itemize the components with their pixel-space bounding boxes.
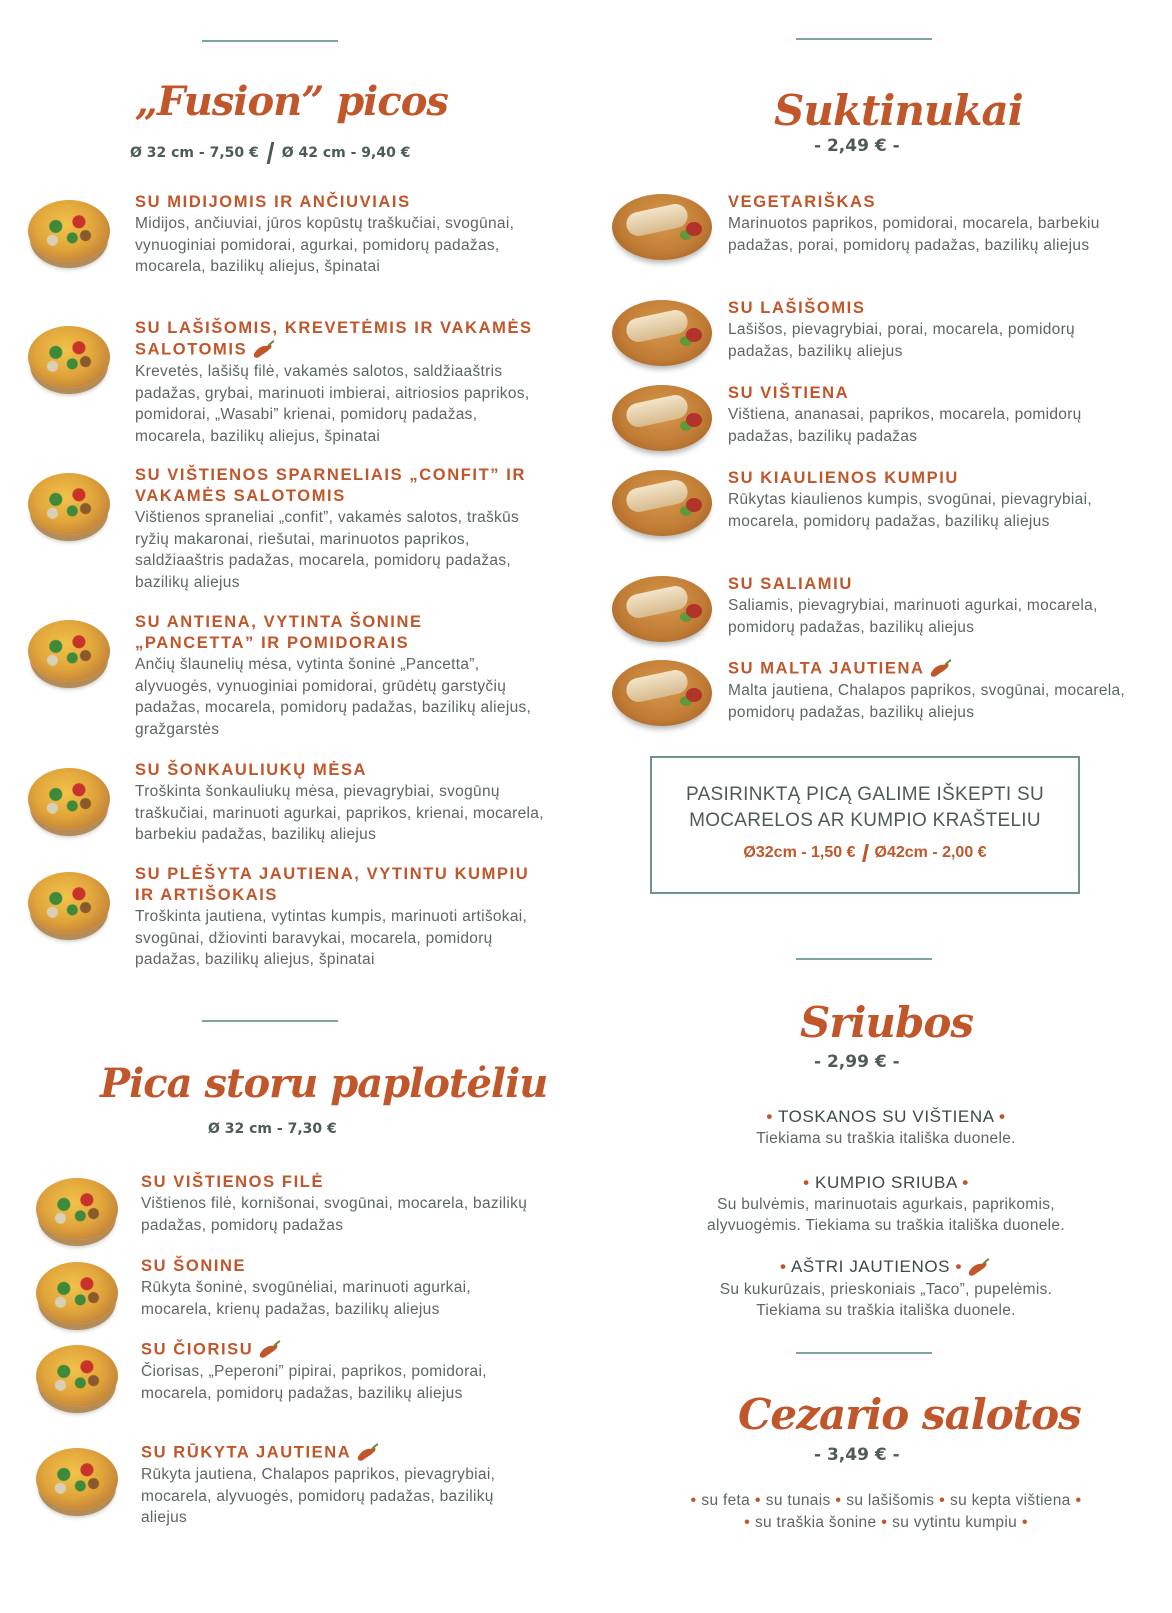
menu-item: [135, 318, 545, 447]
wraps-price: - 2,49 € -: [814, 136, 900, 156]
pizza-photo: [36, 1448, 118, 1510]
item-title: SU VIŠTIENA: [728, 384, 850, 402]
item-description: Rūkyta jautiena, Chalapos paprikos, pievagrybiai, mocarela, alyvuogės, pomidorų padažas, bazilikų aliejus: [141, 1466, 496, 1526]
menu-item: [728, 574, 1128, 638]
item-description: Malta jautiena, Chalapos paprikos, svogūnai, mocarela, pomidorų padažas, bazilikų aliejus: [728, 682, 1126, 721]
pizza-photo: [28, 620, 110, 682]
item-description: Vištienos spraneliai „confit”, vakamės salotos, traškūs ryžių makaronai, riešutai, marinuotos paprikos, saldžiaaštris padažas, mocarela, pomidorų padažas, bazilikų aliejus: [135, 509, 520, 591]
soup-item: [600, 1106, 1172, 1149]
wrap-photo: [612, 576, 712, 642]
salad-option: su vytintu kumpiu: [892, 1514, 1017, 1531]
menu-item: [135, 864, 545, 971]
chili-pepper-icon: [251, 339, 277, 361]
divider-rule: [202, 1020, 338, 1022]
pizza-photo: [28, 872, 110, 934]
salad-option: su feta: [701, 1492, 751, 1509]
item-title: VEGETARIŠKAS: [728, 193, 877, 211]
chili-pepper-icon: [257, 1339, 283, 1361]
fusion-size-42: Ø 42 cm - 9,40 €: [281, 145, 411, 161]
salad-option: su tunais: [765, 1492, 831, 1509]
item-description: Ančių šlaunelių mėsa, vytinta šoninė „Pancetta”, alyvuogės, vynuoginiai pomidorai, grūdėtų garstyčių padažas, mocarela, pomidorų padažas, bazilikų aliejus, gražgarstės: [135, 656, 532, 738]
menu-item: [135, 465, 545, 593]
salad-options: [600, 1490, 1172, 1534]
wrap-photo: [612, 470, 712, 536]
menu-item: [728, 468, 1128, 532]
soup-name: • TOSKANOS SU VIŠTIENA •: [766, 1107, 1006, 1126]
soup-info: Su kukurūzais, prieskoniais „Taco”, pupelėmis.: [719, 1280, 1053, 1298]
fusion-size-32: Ø 32 cm - 7,50 €: [130, 145, 259, 161]
item-title: SU ŠONINE: [141, 1257, 247, 1275]
soups-price: - 2,99 € -: [814, 1052, 900, 1072]
item-title: SU ANTIENA, VYTINTA ŠONINE „PANCETTA” IR POMIDORAIS: [135, 613, 423, 652]
salad-options-line-1: • su feta • su tunais • su lašišomis • su kepta vištiena •: [690, 1492, 1082, 1509]
salad-option: su lašišomis: [846, 1492, 935, 1509]
divider-rule: [796, 1352, 932, 1354]
salads-title: Cezario salotos: [738, 1390, 1081, 1439]
chili-pepper-icon: [966, 1257, 992, 1279]
soups-title: Sriubos: [800, 998, 973, 1047]
pizza-photo: [28, 326, 110, 388]
item-description: Vištienos filė, kornišonai, svogūnai, mocarela, bazilikų padažas, pomidorų padažas: [141, 1195, 528, 1234]
pizza-photo: [36, 1262, 118, 1324]
item-title: SU VIŠTIENOS FILĖ: [141, 1173, 325, 1191]
menu-item: [141, 1339, 541, 1404]
divider-rule: [796, 958, 932, 960]
item-title: SU RŪKYTA JAUTIENA: [141, 1442, 541, 1464]
wraps-title: Suktinukai: [774, 86, 1023, 135]
crust-option-prices: [652, 844, 1078, 862]
soup-item: [600, 1172, 1172, 1236]
item-description: Marinuotos paprikos, pomidorai, mocarela, barbekiu padažas, porai, pomidorų padažas, bazilikų aliejus: [728, 215, 1100, 254]
menu-item: [141, 1442, 541, 1529]
thick-crust-title: Pica storu paplotėliu: [100, 1060, 548, 1107]
item-description: Troškinta jautiena, vytintas kumpis, marinuoti artišokai, svogūnai, džiovinti baravykai, mocarela, pomidorų padažas, bazilikų aliejus, špinatai: [135, 908, 528, 968]
item-title: SU VIŠTIENOS SPARNELIAIS „CONFIT” IR VAKAMĖS SALOTOMIS: [135, 466, 526, 505]
item-title: SU KIAULIENOS KUMPIU: [728, 469, 959, 487]
soup-name: • KUMPIO SRIUBA •: [803, 1173, 969, 1192]
divider-rule: [796, 38, 932, 40]
soup-info: Tiekiama su traškia itališka duonele.: [756, 1130, 1016, 1147]
item-description: Vištiena, ananasai, paprikos, mocarela, pomidorų padažas, bazilikų padažas: [728, 406, 1082, 445]
crust-price-32: Ø32cm - 1,50 €: [743, 844, 856, 862]
item-title: SU LAŠIŠOMIS: [728, 299, 866, 317]
salads-price: - 3,49 € -: [814, 1445, 900, 1465]
wrap-photo: [612, 300, 712, 366]
wrap-photo: [612, 660, 712, 726]
salad-option: su kepta vištiena: [950, 1492, 1071, 1509]
item-title: SU PLĖŠYTA JAUTIENA, VYTINTU KUMPIU IR ARTIŠOKAIS: [135, 865, 530, 904]
crust-option-line-2: MOCARELOS AR KUMPIO KRAŠTELIU: [689, 810, 1041, 831]
thick-crust-size: Ø 32 cm - 7,30 €: [208, 1121, 337, 1137]
pizza-photo: [36, 1178, 118, 1240]
item-title: SU ČIORISU: [141, 1339, 541, 1361]
item-description: Midijos, ančiuviai, jūros kopūstų traškučiai, svogūnai, vynuoginiai pomidorai, agurkai, pomidorų padažas, mocarela, bazilikų aliejus, špinatai: [135, 215, 515, 275]
menu-item: [135, 612, 545, 740]
item-title: SU SALIAMIU: [728, 575, 853, 593]
soup-item: [600, 1256, 1172, 1321]
item-description: Čiorisas, „Peperoni” pipirai, paprikos, pomidorai, mocarela, pomidorų padažas, bazilikų aliejus: [141, 1363, 487, 1402]
crust-price-42: Ø42cm - 2,00 €: [874, 844, 987, 862]
salad-options-line-2: • su traškia šonine • su vytintu kumpiu •: [744, 1514, 1028, 1531]
fusion-sizes: [130, 142, 410, 164]
item-description: Lašišos, pievagrybiai, porai, mocarela, pomidorų padažas, bazilikų aliejus: [728, 321, 1075, 360]
menu-item: [728, 298, 1128, 362]
divider-rule: [202, 40, 338, 42]
menu-item: [728, 658, 1128, 723]
menu-item: [141, 1172, 541, 1236]
item-title: SU LAŠIŠOMIS, KREVETĖMIS IR VAKAMĖS SALOTOMIS: [135, 318, 545, 361]
salad-option: su traškia šonine: [754, 1514, 877, 1531]
soup-info: alyvuogėmis. Tiekiama su traškia itališka duonele.: [707, 1217, 1065, 1234]
item-title: SU ŠONKAULIUKŲ MĖSA: [135, 761, 368, 779]
menu-item: [141, 1256, 541, 1320]
item-description: Troškinta šonkauliukų mėsa, pievagrybiai, svogūnų traškučiai, marinuoti agurkai, paprikos, krienai, mocarela, barbekiu padažas, bazilikų aliejus: [135, 783, 544, 843]
soup-info: Tiekiama su traškia itališka duonele.: [756, 1301, 1016, 1319]
item-title: SU MALTA JAUTIENA: [728, 658, 1128, 680]
item-description: Krevetės, lašišų filė, vakamės salotos, saldžiaaštris padažas, grybai, marinuoti imbierai, aitriosios paprikos, pomidorai, „Wasabi” krienai, pomidorų padažas, mocarela, bazilikų aliejus, špinatai: [135, 363, 530, 445]
pizza-photo: [28, 473, 110, 535]
fusion-title: „Fusion” picos: [135, 78, 448, 125]
item-description: Rūkyta šoninė, svogūnėliai, marinuoti agurkai, mocarela, krienų padažas, bazilikų aliejus: [141, 1279, 471, 1318]
chili-pepper-icon: [928, 658, 954, 680]
item-description: Saliamis, pievagrybiai, marinuoti agurkai, mocarela, pomidorų padažas, bazilikų aliejus: [728, 597, 1098, 636]
item-title: SU MIDIJOMIS IR ANČIUVIAIS: [135, 193, 411, 211]
menu-item: [135, 760, 545, 846]
soup-info: Su bulvėmis, marinuotais agurkais, paprikomis,: [717, 1196, 1055, 1213]
menu-item: [728, 192, 1128, 256]
pizza-photo: [36, 1345, 118, 1407]
crust-option-box: [650, 756, 1080, 894]
wrap-photo: [612, 194, 712, 260]
chili-pepper-icon: [355, 1442, 381, 1464]
crust-option-line-1: PASIRINKTĄ PICĄ GALIME IŠKEPTI SU: [686, 784, 1044, 805]
item-description: Rūkytas kiaulienos kumpis, svogūnai, pievagrybiai, mocarela, pomidorų padažas, bazilikų aliejus: [728, 491, 1092, 530]
wrap-photo: [612, 385, 712, 451]
menu-item: [135, 192, 545, 278]
menu-item: [728, 383, 1128, 447]
soup-name: • AŠTRI JAUTIENOS •: [600, 1256, 1172, 1279]
pizza-photo: [28, 200, 110, 262]
pizza-photo: [28, 768, 110, 830]
